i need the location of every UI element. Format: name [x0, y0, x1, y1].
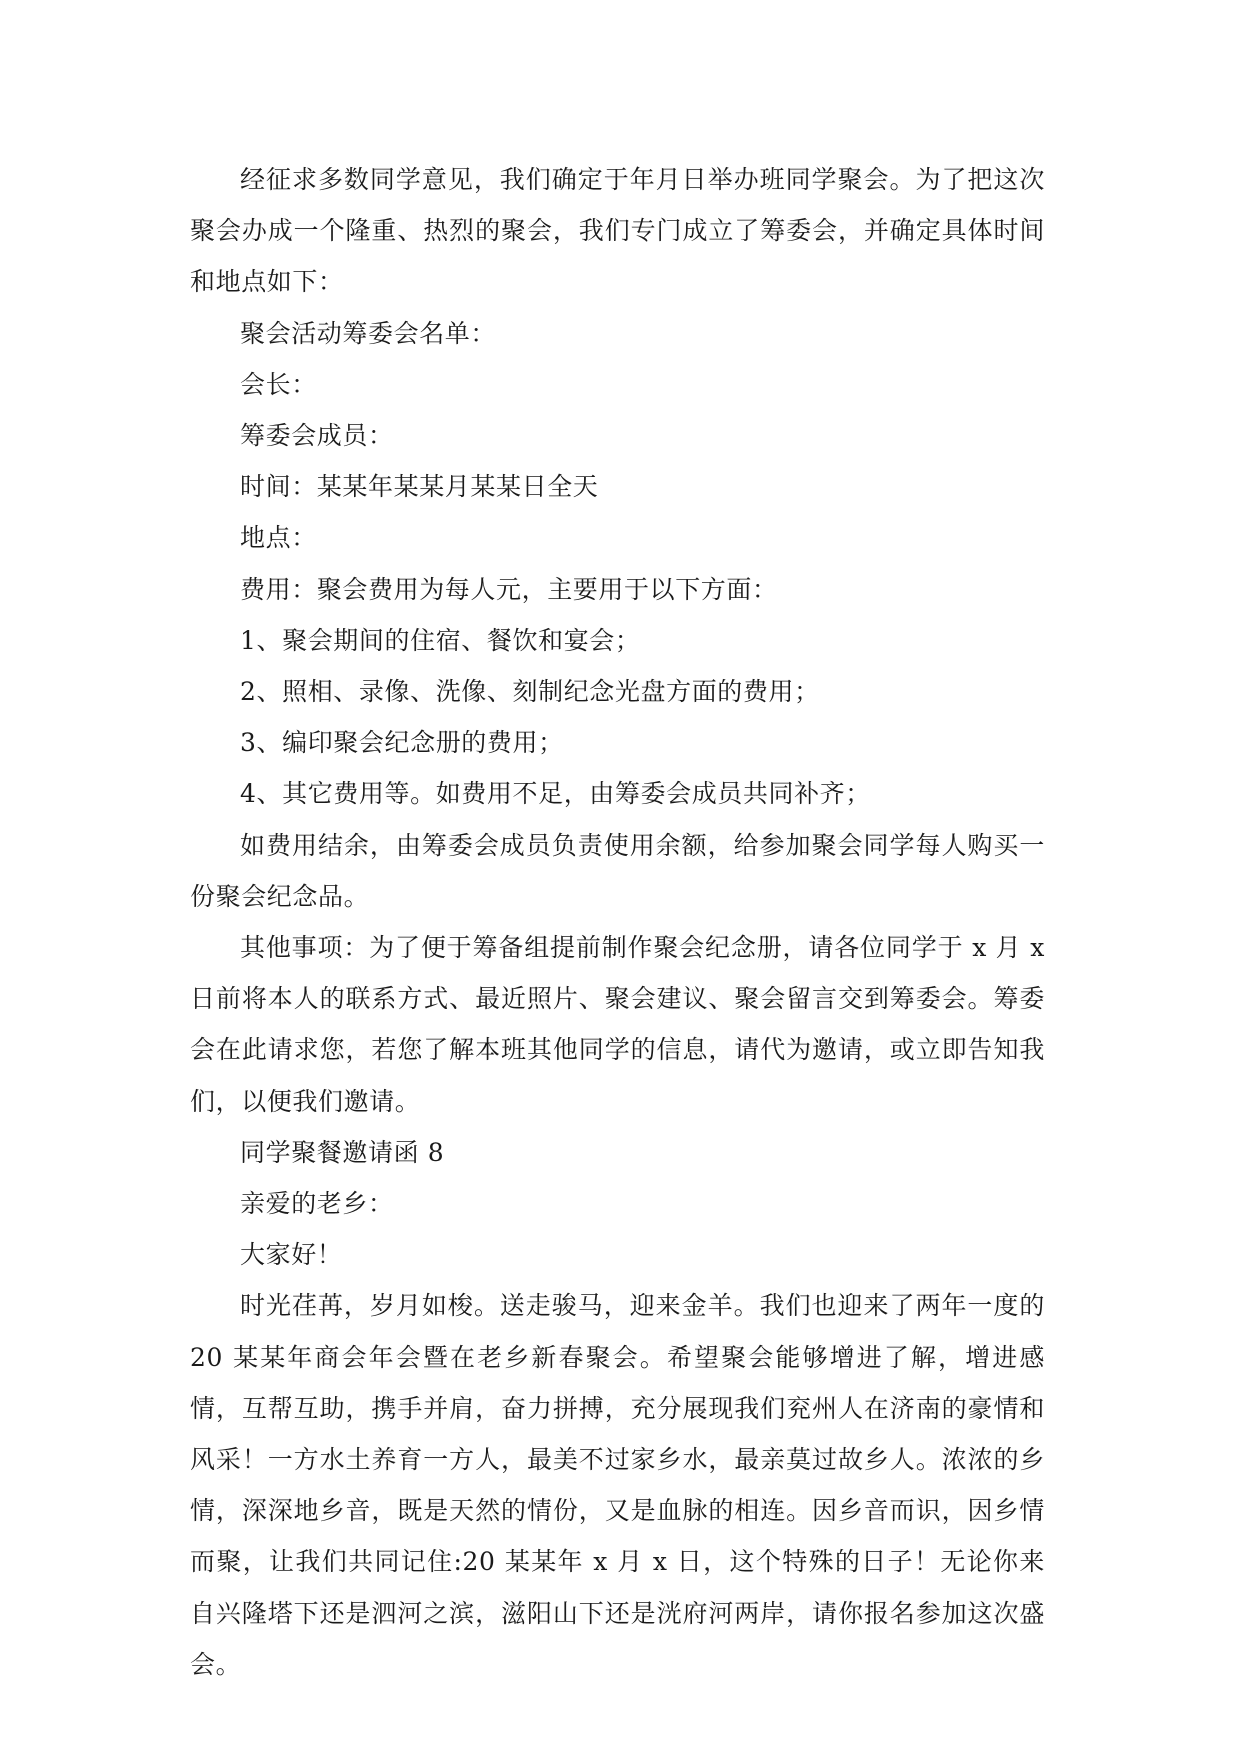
paragraph-chairman: 会长：	[240, 369, 317, 399]
paragraph-surplus: 如费用结余，由筹委会成员负责使用余额，给参加聚会同学每人购买一份聚会纪念品。	[190, 830, 1045, 911]
list-item-cost-2: 2、照相、录像、洗像、刻制纪念光盘方面的费用；	[240, 677, 820, 707]
paragraph-cost: 费用：聚会费用为每人元，主要用于以下方面：	[240, 574, 778, 604]
paragraph-committee-members: 筹委会成员：	[240, 421, 394, 451]
paragraph-other-matters: 其他事项：为了便于筹备组提前制作聚会纪念册，请各位同学于 x 月 x 日前将本人的联系方式、最近照片、聚会建议、聚会留言交到筹委会。筹委会在此请求您，若您了解本班其他同学的信息，请代为邀请，或立即告知我们，以便我们邀请。	[190, 933, 1045, 1116]
list-item-cost-1: 1、聚会期间的住宿、餐饮和宴会；	[240, 625, 641, 655]
paragraph-location: 地点：	[240, 523, 317, 553]
document-body	[190, 154, 1045, 1690]
paragraph-committee-list: 聚会活动筹委会名单：	[240, 318, 497, 348]
paragraph-intro: 经征求多数同学意见，我们确定于年月日举办班同学聚会。为了把这次聚会办成一个隆重、热烈的聚会，我们专门成立了筹委会，并确定具体时间和地点如下：	[190, 165, 1045, 297]
list-item-cost-4: 4、其它费用等。如费用不足，由筹委会成员共同补齐；	[240, 779, 871, 809]
paragraph-time: 时间：某某年某某月某某日全天	[240, 472, 599, 502]
section-heading-invitation-8: 同学聚餐邀请函 8	[240, 1137, 445, 1167]
paragraph-invitation-body: 时光荏苒，岁月如梭。送走骏马，迎来金羊。我们也迎来了两年一度的 20 某某年商会年会暨在老乡新春聚会。希望聚会能够增进了解，增进感情，互帮互助，携手并肩，奋力拼搏，充分展现我们兖州人在济南的豪情和风采！一方水土养育一方人，最美不过家乡水，最亲莫过故乡人。浓浓的乡情，深深地乡音，既是天然的情份，又是血脉的相连。因乡音而识，因乡情而聚，让我们共同记住:20 某某年 x 月 x 日，这个特殊的日子！无论你来自兴隆塔下还是泗河之滨，滋阳山下还是洸府河两岸，请你报名参加这次盛会。	[190, 1291, 1045, 1679]
paragraph-salutation: 亲爱的老乡：	[240, 1189, 394, 1219]
paragraph-greeting: 大家好！	[240, 1240, 343, 1270]
list-item-cost-3: 3、编印聚会纪念册的费用；	[240, 728, 564, 758]
